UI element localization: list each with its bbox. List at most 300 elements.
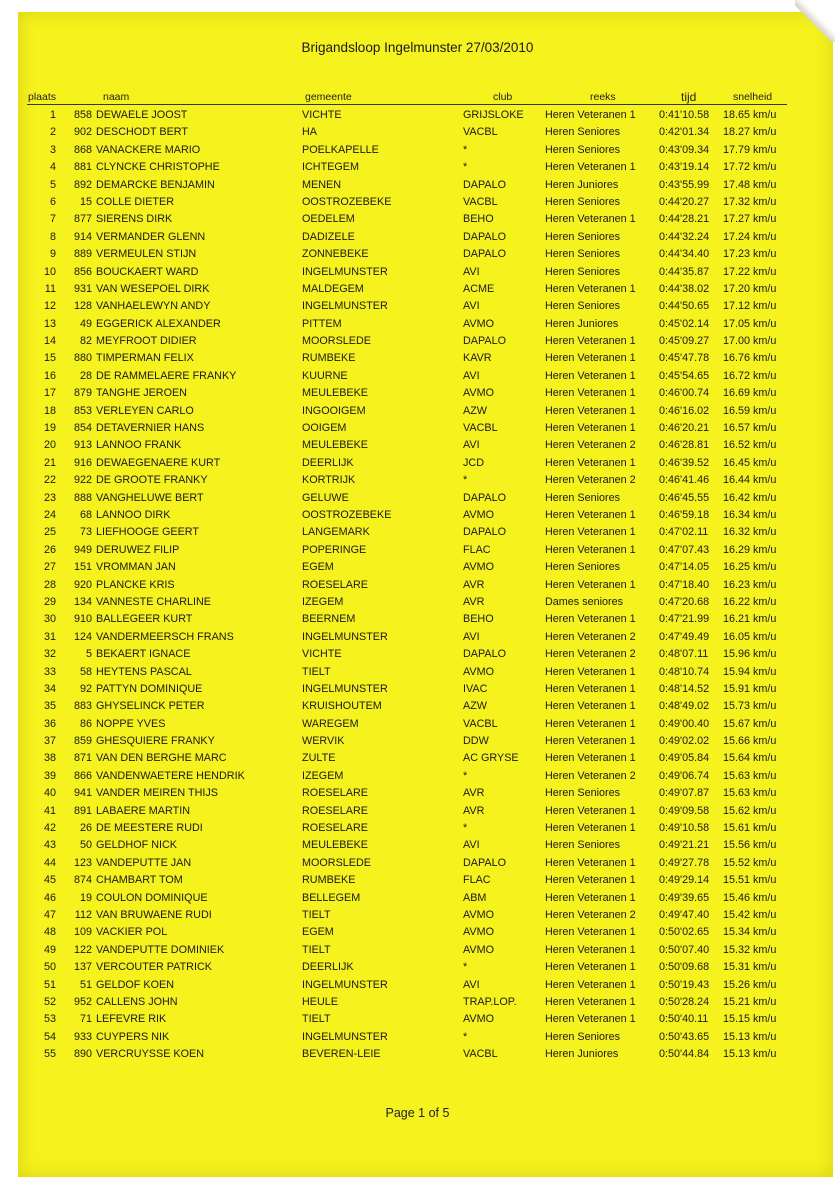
result-category: Heren Veteranen 1 xyxy=(545,578,636,591)
result-place: 30 xyxy=(43,613,56,626)
result-category: Heren Juniores xyxy=(545,178,619,191)
result-time: 0:45'09.27 xyxy=(659,335,710,348)
result-club: DAPALO xyxy=(463,526,507,539)
result-city: OEDELEM xyxy=(302,213,355,226)
result-bib: 891 xyxy=(73,804,92,817)
result-place: 46 xyxy=(43,891,56,904)
result-place: 11 xyxy=(44,282,56,295)
header-category: reeks xyxy=(590,91,616,103)
table-row xyxy=(0,646,835,663)
table-row xyxy=(0,855,835,872)
result-category: Heren Veteranen 1 xyxy=(545,752,636,765)
result-bib: 880 xyxy=(73,352,92,365)
result-name: CALLENS JOHN xyxy=(96,995,178,1008)
table-row xyxy=(0,177,835,194)
result-place: 6 xyxy=(49,195,56,208)
result-name: VERMANDER GLENN xyxy=(96,230,206,243)
result-bib: 858 xyxy=(73,109,92,121)
result-place: 39 xyxy=(43,769,56,782)
result-category: Heren Veteranen 2 xyxy=(545,648,636,661)
table-row xyxy=(0,820,835,837)
result-place: 21 xyxy=(43,456,56,469)
result-speed: 15.67 km/u xyxy=(723,717,777,730)
result-club: IVAC xyxy=(463,682,488,695)
result-club: AVMO xyxy=(463,943,494,956)
result-club: ABM xyxy=(463,891,487,904)
result-category: Heren Veteranen 1 xyxy=(545,682,636,695)
result-name: GHESQUIERE FRANKY xyxy=(96,735,215,748)
result-place: 8 xyxy=(49,230,56,243)
result-time: 0:50'02.65 xyxy=(659,926,710,939)
result-speed: 16.76 km/u xyxy=(723,352,777,365)
result-place: 2 xyxy=(49,126,56,139)
result-name: CHAMBART TOM xyxy=(96,874,183,887)
result-bib: 109 xyxy=(73,926,92,939)
result-city: BEERNEM xyxy=(302,613,356,626)
result-bib: 856 xyxy=(73,265,92,278)
result-place: 29 xyxy=(43,595,56,608)
result-time: 0:49'27.78 xyxy=(659,856,710,869)
table-row xyxy=(0,1029,835,1046)
result-city: MEULEBEKE xyxy=(302,839,369,852)
result-bib: 941 xyxy=(73,787,92,800)
table-row xyxy=(0,698,835,715)
result-city: WERVIK xyxy=(302,735,345,748)
result-speed: 15.34 km/u xyxy=(723,926,777,939)
result-speed: 15.64 km/u xyxy=(723,752,777,765)
result-city: VICHTE xyxy=(302,648,342,661)
result-time: 0:50'28.24 xyxy=(659,995,710,1008)
result-city: ZONNEBEKE xyxy=(302,248,369,261)
result-speed: 15.32 km/u xyxy=(723,943,777,956)
result-place: 7 xyxy=(49,213,56,226)
result-speed: 15.66 km/u xyxy=(723,735,777,748)
result-time: 0:49'00.40 xyxy=(659,717,710,730)
result-category: Heren Veteranen 1 xyxy=(545,161,636,174)
result-name: BEKAERT IGNACE xyxy=(96,648,191,661)
result-category: Heren Veteranen 1 xyxy=(545,335,636,348)
result-club: DAPALO xyxy=(463,648,507,661)
result-name: DE MEESTERE RUDI xyxy=(96,822,203,835)
result-city: ROESELARE xyxy=(302,787,369,800)
result-name: GELDHOF NICK xyxy=(96,839,177,852)
table-row xyxy=(0,872,835,889)
result-place: 28 xyxy=(43,578,56,591)
table-row xyxy=(0,490,835,507)
result-name: VANGHELUWE BERT xyxy=(96,491,204,504)
table-row xyxy=(0,455,835,472)
table-row xyxy=(0,350,835,367)
result-name: VANDERMEERSCH FRANS xyxy=(96,630,234,643)
result-city: INGELMUNSTER xyxy=(302,300,388,313)
result-bib: 124 xyxy=(73,630,92,643)
result-time: 0:46'16.02 xyxy=(659,404,710,417)
result-category: Heren Veteranen 1 xyxy=(545,943,636,956)
result-club: * xyxy=(463,822,468,835)
result-place: 51 xyxy=(43,978,56,991)
result-bib: 123 xyxy=(73,856,92,869)
table-header xyxy=(0,91,835,105)
result-bib: 854 xyxy=(73,422,92,435)
result-time: 0:45'54.65 xyxy=(659,369,710,382)
result-speed: 16.22 km/u xyxy=(723,595,777,608)
result-city: EGEM xyxy=(302,561,334,574)
table-row xyxy=(0,803,835,820)
result-category: Heren Veteranen 1 xyxy=(545,978,636,991)
result-time: 0:48'10.74 xyxy=(659,665,710,678)
result-time: 0:48'07.11 xyxy=(659,648,709,661)
result-city: ICHTEGEM xyxy=(302,161,359,174)
result-category: Heren Veteranen 1 xyxy=(545,856,636,869)
result-category: Heren Seniores xyxy=(545,839,621,852)
page-title: Brigandsloop Ingelmunster 27/03/2010 xyxy=(301,40,534,55)
result-speed: 15.91 km/u xyxy=(723,682,777,695)
result-place: 17 xyxy=(43,387,56,400)
result-club: * xyxy=(463,1030,468,1043)
result-category: Dames seniores xyxy=(545,595,624,608)
result-category: Heren Veteranen 1 xyxy=(545,613,636,626)
table-row xyxy=(0,1046,835,1063)
result-city: TIELT xyxy=(302,1013,331,1026)
result-time: 0:46'41.46 xyxy=(659,474,710,487)
result-speed: 18.65 km/u xyxy=(723,109,777,121)
result-club: VACBL xyxy=(463,717,498,730)
result-city: TIELT xyxy=(302,665,331,678)
result-city: OOSTROZEBEKE xyxy=(302,508,392,521)
result-time: 0:48'49.02 xyxy=(659,700,710,713)
result-speed: 17.27 km/u xyxy=(723,213,777,226)
table-row xyxy=(0,837,835,854)
result-bib: 877 xyxy=(73,213,92,226)
table-row xyxy=(0,785,835,802)
result-name: CLYNCKE CHRISTOPHE xyxy=(96,161,220,174)
result-category: Heren Juniores xyxy=(545,317,619,330)
result-bib: 92 xyxy=(79,682,92,695)
result-name: VERLEYEN CARLO xyxy=(96,404,194,417)
result-time: 0:49'47.40 xyxy=(659,908,710,921)
result-time: 0:47'02.11 xyxy=(659,526,709,539)
result-bib: 86 xyxy=(79,717,92,730)
results-table xyxy=(0,107,835,1063)
result-city: POELKAPELLE xyxy=(302,143,379,156)
result-speed: 16.32 km/u xyxy=(723,526,777,539)
result-place: 31 xyxy=(43,630,56,643)
result-club: AC GRYSE xyxy=(463,752,519,765)
result-time: 0:45'02.14 xyxy=(659,317,710,330)
result-time: 0:50'09.68 xyxy=(659,961,710,974)
result-name: TIMPERMAN FELIX xyxy=(96,352,194,365)
result-city: POPERINGE xyxy=(302,543,367,556)
result-place: 48 xyxy=(43,926,56,939)
result-city: DEERLIJK xyxy=(302,456,354,469)
result-time: 0:49'10.58 xyxy=(659,822,710,835)
result-time: 0:49'05.84 xyxy=(659,752,710,765)
result-time: 0:47'14.05 xyxy=(659,561,710,574)
result-name: LABAERE MARTIN xyxy=(96,804,190,817)
result-category: Heren Veteranen 1 xyxy=(545,213,636,226)
result-category: Heren Veteranen 2 xyxy=(545,908,636,921)
result-category: Heren Veteranen 2 xyxy=(545,630,636,643)
result-place: 52 xyxy=(43,995,56,1008)
result-bib: 19 xyxy=(79,891,92,904)
result-category: Heren Veteranen 1 xyxy=(545,874,636,887)
result-bib: 902 xyxy=(73,126,92,139)
result-category: Heren Veteranen 1 xyxy=(545,926,636,939)
result-bib: 920 xyxy=(73,578,92,591)
result-bib: 879 xyxy=(73,387,92,400)
result-club: BEHO xyxy=(463,213,494,226)
result-category: Heren Veteranen 1 xyxy=(545,352,636,365)
result-city: MALDEGEM xyxy=(302,282,364,295)
table-row xyxy=(0,924,835,941)
result-category: Heren Veteranen 2 xyxy=(545,474,636,487)
result-place: 19 xyxy=(43,422,56,435)
result-time: 0:50'07.40 xyxy=(659,943,710,956)
result-bib: 888 xyxy=(73,491,92,504)
result-speed: 15.26 km/u xyxy=(723,978,777,991)
result-club: KAVR xyxy=(463,352,492,365)
result-bib: 874 xyxy=(73,874,92,887)
result-club: GRIJSLOKE xyxy=(463,109,524,121)
result-speed: 15.42 km/u xyxy=(723,908,777,921)
result-bib: 933 xyxy=(73,1030,92,1043)
result-name: VANACKERE MARIO xyxy=(96,143,201,156)
result-bib: 892 xyxy=(73,178,92,191)
result-time: 0:46'59.18 xyxy=(659,508,710,521)
folded-corner xyxy=(795,0,835,42)
result-place: 42 xyxy=(43,822,56,835)
result-place: 5 xyxy=(49,178,56,191)
table-row xyxy=(0,333,835,350)
result-category: Heren Veteranen 1 xyxy=(545,995,636,1008)
result-city: INGELMUNSTER xyxy=(302,265,388,278)
result-name: VANDEPUTTE DOMINIEK xyxy=(96,943,225,956)
result-name: VANDER MEIREN THIJS xyxy=(96,787,218,800)
result-speed: 17.72 km/u xyxy=(723,161,777,174)
result-club: BEHO xyxy=(463,613,494,626)
result-club: JCD xyxy=(463,456,484,469)
table-row xyxy=(0,124,835,141)
result-club: DAPALO xyxy=(463,335,507,348)
table-row xyxy=(0,994,835,1011)
result-bib: 890 xyxy=(73,1048,92,1061)
result-speed: 17.24 km/u xyxy=(723,230,777,243)
result-bib: 15 xyxy=(79,195,92,208)
result-club: DAPALO xyxy=(463,178,507,191)
result-category: Heren Veteranen 2 xyxy=(545,769,636,782)
result-bib: 868 xyxy=(73,143,92,156)
result-place: 33 xyxy=(43,665,56,678)
result-speed: 15.61 km/u xyxy=(723,822,777,835)
result-city: KRUISHOUTEM xyxy=(302,700,382,713)
result-speed: 16.52 km/u xyxy=(723,439,777,452)
result-name: GELDOF KOEN xyxy=(96,978,174,991)
result-city: INGELMUNSTER xyxy=(302,630,388,643)
result-city: OOSTROZEBEKE xyxy=(302,195,392,208)
result-city: TIELT xyxy=(302,908,331,921)
result-place: 54 xyxy=(43,1030,56,1043)
result-city: KUURNE xyxy=(302,369,348,382)
page-footer: Page 1 of 5 xyxy=(385,1106,450,1120)
header-time: tijd xyxy=(681,90,697,104)
result-place: 47 xyxy=(43,908,56,921)
header-place: plaats xyxy=(28,91,57,103)
result-place: 24 xyxy=(43,508,56,521)
table-row xyxy=(0,716,835,733)
table-row xyxy=(0,733,835,750)
result-city: LANGEMARK xyxy=(302,526,370,539)
result-bib: 881 xyxy=(73,161,92,174)
result-city: BELLEGEM xyxy=(302,891,361,904)
result-speed: 16.05 km/u xyxy=(723,630,777,643)
result-club: AVR xyxy=(463,787,485,800)
result-club: VACBL xyxy=(463,195,498,208)
table-row xyxy=(0,194,835,211)
result-name: VANDEPUTTE JAN xyxy=(96,856,192,869)
result-category: Heren Veteranen 1 xyxy=(545,404,636,417)
result-name: LANNOO DIRK xyxy=(96,508,171,521)
result-category: Heren Seniores xyxy=(545,787,621,800)
result-time: 0:49'06.74 xyxy=(659,769,710,782)
result-club: AVMO xyxy=(463,908,494,921)
result-place: 23 xyxy=(43,491,56,504)
result-club: DAPALO xyxy=(463,856,507,869)
result-time: 0:47'18.40 xyxy=(659,578,710,591)
result-name: DETAVERNIER HANS xyxy=(96,422,205,435)
result-category: Heren Veteranen 1 xyxy=(545,717,636,730)
result-category: Heren Veteranen 1 xyxy=(545,543,636,556)
result-bib: 49 xyxy=(79,317,92,330)
result-name: VACKIER POL xyxy=(96,926,168,939)
result-category: Heren Veteranen 1 xyxy=(545,387,636,400)
table-row xyxy=(0,368,835,385)
table-row xyxy=(0,959,835,976)
table-row xyxy=(0,403,835,420)
result-speed: 16.21 km/u xyxy=(723,613,777,626)
header-speed: snelheid xyxy=(733,91,773,103)
table-row xyxy=(0,1011,835,1028)
result-bib: 922 xyxy=(73,474,92,487)
result-speed: 16.45 km/u xyxy=(723,456,777,469)
result-speed: 15.62 km/u xyxy=(723,804,777,817)
result-time: 0:44'35.87 xyxy=(659,265,710,278)
result-place: 15 xyxy=(43,352,56,365)
result-city: INGOOIGEM xyxy=(302,404,366,417)
result-speed: 15.73 km/u xyxy=(723,700,777,713)
result-speed: 15.52 km/u xyxy=(723,856,777,869)
result-name: VERCRUYSSE KOEN xyxy=(96,1048,204,1061)
result-time: 0:50'40.11 xyxy=(659,1013,709,1026)
result-place: 26 xyxy=(43,543,56,556)
result-time: 0:50'43.65 xyxy=(659,1030,710,1043)
result-time: 0:46'00.74 xyxy=(659,387,710,400)
result-place: 16 xyxy=(43,369,56,382)
result-time: 0:44'20.27 xyxy=(659,195,710,208)
header-city: gemeente xyxy=(305,91,352,103)
result-time: 0:47'07.43 xyxy=(659,543,710,556)
result-bib: 128 xyxy=(73,300,92,313)
result-city: INGELMUNSTER xyxy=(302,1030,388,1043)
result-name: VROMMAN JAN xyxy=(96,561,176,574)
result-time: 0:49'21.21 xyxy=(659,839,710,852)
result-bib: 910 xyxy=(73,613,92,626)
result-category: Heren Seniores xyxy=(545,126,621,139)
result-city: MOORSLEDE xyxy=(302,335,371,348)
result-category: Heren Veteranen 2 xyxy=(545,439,636,452)
table-row xyxy=(0,942,835,959)
table-row xyxy=(0,420,835,437)
table-row xyxy=(0,681,835,698)
result-city: EGEM xyxy=(302,926,334,939)
result-bib: 26 xyxy=(79,822,92,835)
result-city: MEULEBEKE xyxy=(302,387,369,400)
result-speed: 15.56 km/u xyxy=(723,839,777,852)
result-time: 0:50'44.84 xyxy=(659,1048,710,1061)
result-category: Heren Seniores xyxy=(545,491,621,504)
result-name: DESCHODT BERT xyxy=(96,126,188,139)
result-time: 0:43'55.99 xyxy=(659,178,710,191)
result-speed: 17.12 km/u xyxy=(723,300,777,313)
result-club: AVR xyxy=(463,578,485,591)
result-time: 0:47'20.68 xyxy=(659,595,710,608)
result-city: ROESELARE xyxy=(302,804,369,817)
result-speed: 16.57 km/u xyxy=(723,422,777,435)
result-club: AVMO xyxy=(463,387,494,400)
result-place: 10 xyxy=(43,265,56,278)
result-place: 12 xyxy=(43,300,56,313)
result-place: 50 xyxy=(43,961,56,974)
result-place: 55 xyxy=(43,1048,56,1061)
result-name: DEMARCKE BENJAMIN xyxy=(96,178,215,191)
result-city: KORTRIJK xyxy=(302,474,356,487)
result-bib: 883 xyxy=(73,700,92,713)
result-club: AZW xyxy=(463,700,487,713)
table-row xyxy=(0,768,835,785)
result-category: Heren Veteranen 1 xyxy=(545,700,636,713)
result-name: CUYPERS NIK xyxy=(96,1030,170,1043)
result-place: 36 xyxy=(43,717,56,730)
result-city: MOORSLEDE xyxy=(302,856,371,869)
result-club: AVI xyxy=(463,630,480,643)
result-name: SIERENS DIRK xyxy=(96,213,173,226)
result-bib: 853 xyxy=(73,404,92,417)
result-category: Heren Veteranen 1 xyxy=(545,508,636,521)
result-speed: 16.44 km/u xyxy=(723,474,777,487)
table-row xyxy=(0,977,835,994)
result-speed: 17.20 km/u xyxy=(723,282,777,295)
result-time: 0:49'09.58 xyxy=(659,804,710,817)
result-bib: 68 xyxy=(79,508,92,521)
result-club: AVI xyxy=(463,369,480,382)
result-city: ROESELARE xyxy=(302,822,369,835)
result-speed: 17.22 km/u xyxy=(723,265,777,278)
result-name: VAN BRUWAENE RUDI xyxy=(96,908,212,921)
result-club: ACME xyxy=(463,282,495,295)
result-city: HEULE xyxy=(302,995,339,1008)
table-row xyxy=(0,298,835,315)
result-name: DEWAEGENAERE KURT xyxy=(96,456,221,469)
result-speed: 17.32 km/u xyxy=(723,195,777,208)
result-time: 0:44'34.40 xyxy=(659,248,710,261)
table-row xyxy=(0,890,835,907)
result-speed: 15.31 km/u xyxy=(723,961,777,974)
result-name: DE GROOTE FRANKY xyxy=(96,474,208,487)
header-name: naam xyxy=(103,91,130,103)
result-city: HA xyxy=(302,126,317,139)
result-city: OOIGEM xyxy=(302,422,347,435)
result-place: 32 xyxy=(43,648,56,661)
result-category: Heren Veteranen 1 xyxy=(545,422,636,435)
